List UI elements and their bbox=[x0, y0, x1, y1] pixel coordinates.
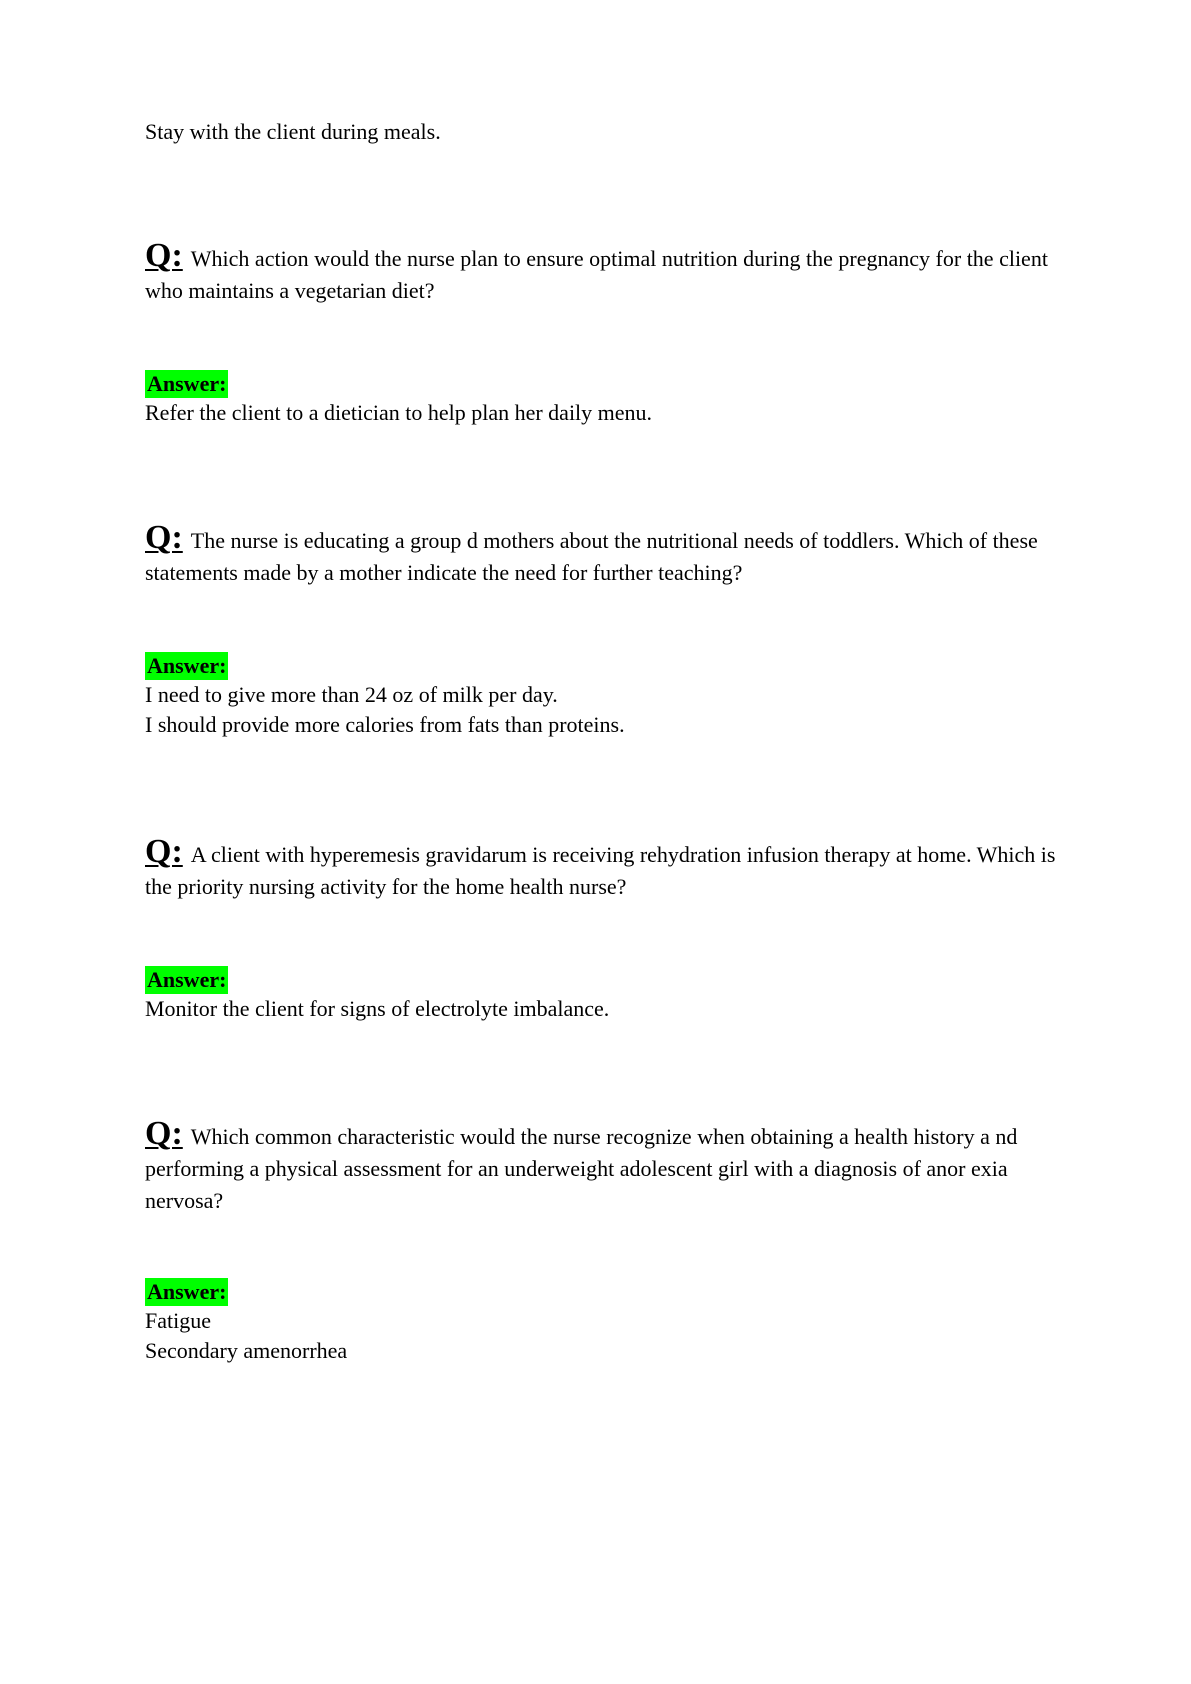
question-text: A client with hyperemesis gravidarum is receiving rehydration infusion therapy at home. Which is the priority nursing activity for the home health nurse? bbox=[145, 842, 1056, 899]
question-text: The nurse is educating a group d mothers about the nutritional needs of toddlers. Which of these statements made by a mother indicate the need for further teaching? bbox=[145, 528, 1038, 585]
question-text: Which common characteristic would the nurse recognize when obtaining a health history a nd performing a physical assessment for an underweight adolescent girl with a diagnosis of anor exia nervosa? bbox=[145, 1124, 1018, 1213]
question-block bbox=[145, 519, 1075, 589]
question-block bbox=[145, 833, 1075, 903]
question-marker: Q: bbox=[145, 519, 183, 556]
question-block bbox=[145, 237, 1075, 307]
question-marker: Q: bbox=[145, 1115, 183, 1152]
answer-lines bbox=[145, 994, 609, 1024]
answer-text: Fatigue bbox=[145, 1308, 211, 1333]
answer-text: I need to give more than 24 oz of milk per day. bbox=[145, 682, 558, 707]
answer-text: I should provide more calories from fats than proteins. bbox=[145, 712, 625, 737]
answer-label: Answer: bbox=[147, 653, 227, 678]
answer-lines bbox=[145, 680, 625, 740]
question-block bbox=[145, 1115, 1075, 1217]
answer-label: Answer: bbox=[147, 1279, 227, 1304]
answer-label: Answer: bbox=[147, 371, 227, 396]
answer-text: Monitor the client for signs of electrolyte imbalance. bbox=[145, 996, 610, 1021]
question-marker: Q: bbox=[145, 833, 183, 870]
top-answer-line: Stay with the client during meals. bbox=[145, 119, 441, 144]
answer-text: Refer the client to a dietician to help plan her daily menu. bbox=[145, 400, 653, 425]
answer-lines bbox=[145, 1306, 347, 1366]
question-text: Which action would the nurse plan to ensure optimal nutrition during the pregnancy for the client who maintains a vegetarian diet? bbox=[145, 246, 1048, 303]
answer-label: Answer: bbox=[147, 967, 227, 992]
answer-text: Secondary amenorrhea bbox=[145, 1338, 348, 1363]
question-marker: Q: bbox=[145, 237, 183, 274]
answer-lines bbox=[145, 398, 652, 428]
